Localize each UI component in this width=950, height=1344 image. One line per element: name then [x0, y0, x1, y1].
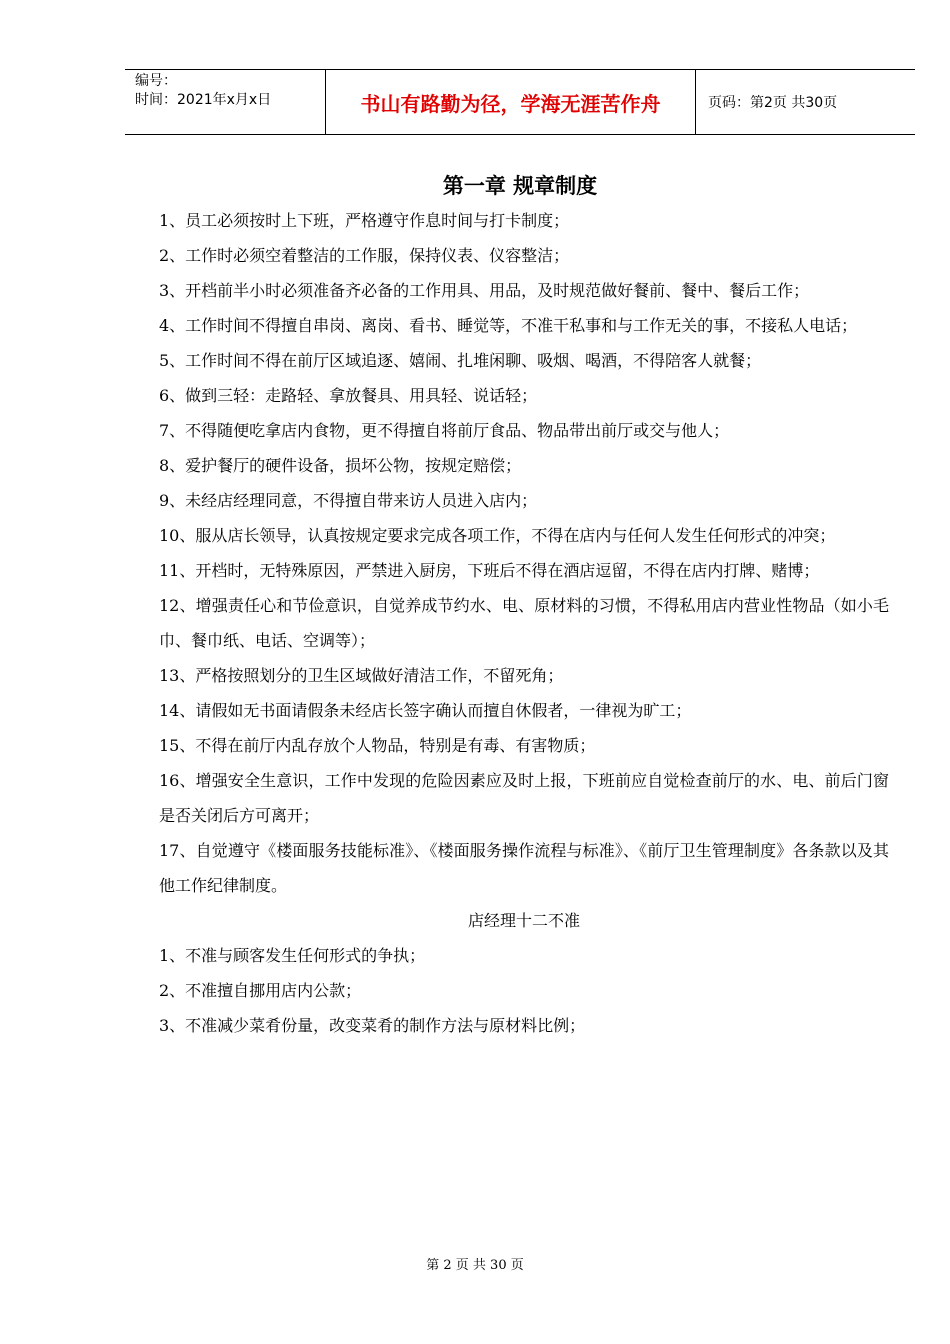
rule-item: 15、不得在前厅内乱存放个人物品，特别是有毒、有害物质；	[159, 736, 596, 755]
rule-item: 12、增强责任心和节俭意识，自觉养成节约水、电、原材料的习惯，不得私用店内营业性物品（如小毛巾、餐巾纸、电话、空调等）；	[159, 596, 889, 650]
page-header	[125, 69, 915, 135]
footer-page-number: 第 2 页 共 30 页	[426, 1258, 524, 1273]
chapter-title: 第一章 规章制度	[442, 174, 598, 198]
rule-item: 16、增强安全生意识，工作中发现的危险因素应及时上报，下班前应自觉检查前厅的水、电、前后门窗是否关闭后方可离开；	[159, 771, 889, 825]
rule-item: 14、请假如无书面请假条未经店长签字确认而擅自休假者，一律视为旷工；	[159, 701, 692, 720]
manager-rule-item: 1、不准与顾客发生任何形式的争执；	[159, 946, 426, 965]
manager-rule-item: 3、不准减少菜肴份量，改变菜肴的制作方法与原材料比例；	[159, 1016, 586, 1035]
section-subtitle: 店经理十二不准	[467, 911, 580, 930]
number-label: 编号：	[135, 73, 177, 89]
rule-item: 8、爱护餐厅的硬件设备，损坏公物，按规定赔偿；	[159, 456, 522, 475]
rule-item: 9、未经店经理同意，不得擅自带来访人员进入店内；	[159, 491, 538, 510]
page-footer	[0, 1254, 950, 1273]
rule-item: 13、严格按照划分的卫生区域做好清洁工作，不留死角；	[159, 666, 564, 685]
rule-item: 7、不得随便吃拿店内食物，更不得擅自将前厅食品、物品带出前厅或交与他人；	[159, 421, 730, 440]
rule-item: 4、工作时间不得擅自串岗、离岗、看书、睡觉等，不准干私事和与工作无关的事，不接私人电话；	[159, 316, 858, 335]
rule-item: 2、工作时必须空着整洁的工作服，保持仪表、仪容整洁；	[159, 246, 570, 265]
rule-item: 3、开档前半小时必须准备齐必备的工作用具、用品，及时规范做好餐前、餐中、餐后工作；	[159, 281, 810, 300]
header-motto: 书山有路勤为径，学海无涯苦作舟	[326, 70, 696, 134]
rule-item: 10、服从店长领导，认真按规定要求完成各项工作，不得在店内与任何人发生任何形式的冲突；	[159, 526, 836, 545]
rule-item: 11、开档时，无特殊原因，严禁进入厨房，下班后不得在酒店逗留，不得在店内打牌、赌博；	[159, 561, 820, 580]
time-label: 时间：2021年x月x日	[135, 92, 272, 108]
document-body	[159, 203, 889, 1043]
header-meta	[125, 70, 326, 134]
rule-item: 5、工作时间不得在前厅区域追逐、嬉闹、扎堆闲聊、吸烟、喝酒，不得陪客人就餐；	[159, 351, 762, 370]
manager-rule-item: 2、不准擅自挪用店内公款；	[159, 981, 362, 1000]
rule-item: 17、自觉遵守《楼面服务技能标准》、《楼面服务操作流程与标准》、《前厅卫生管理制度》各条款以及其他工作纪律制度。	[159, 841, 889, 895]
header-page-info: 页码：第2页 共30页	[708, 95, 838, 111]
rule-item: 6、做到三轻：走路轻、拿放餐具、用具轻、说话轻；	[159, 386, 538, 405]
rule-item: 1、员工必须按时上下班，严格遵守作息时间与打卡制度；	[159, 211, 570, 230]
